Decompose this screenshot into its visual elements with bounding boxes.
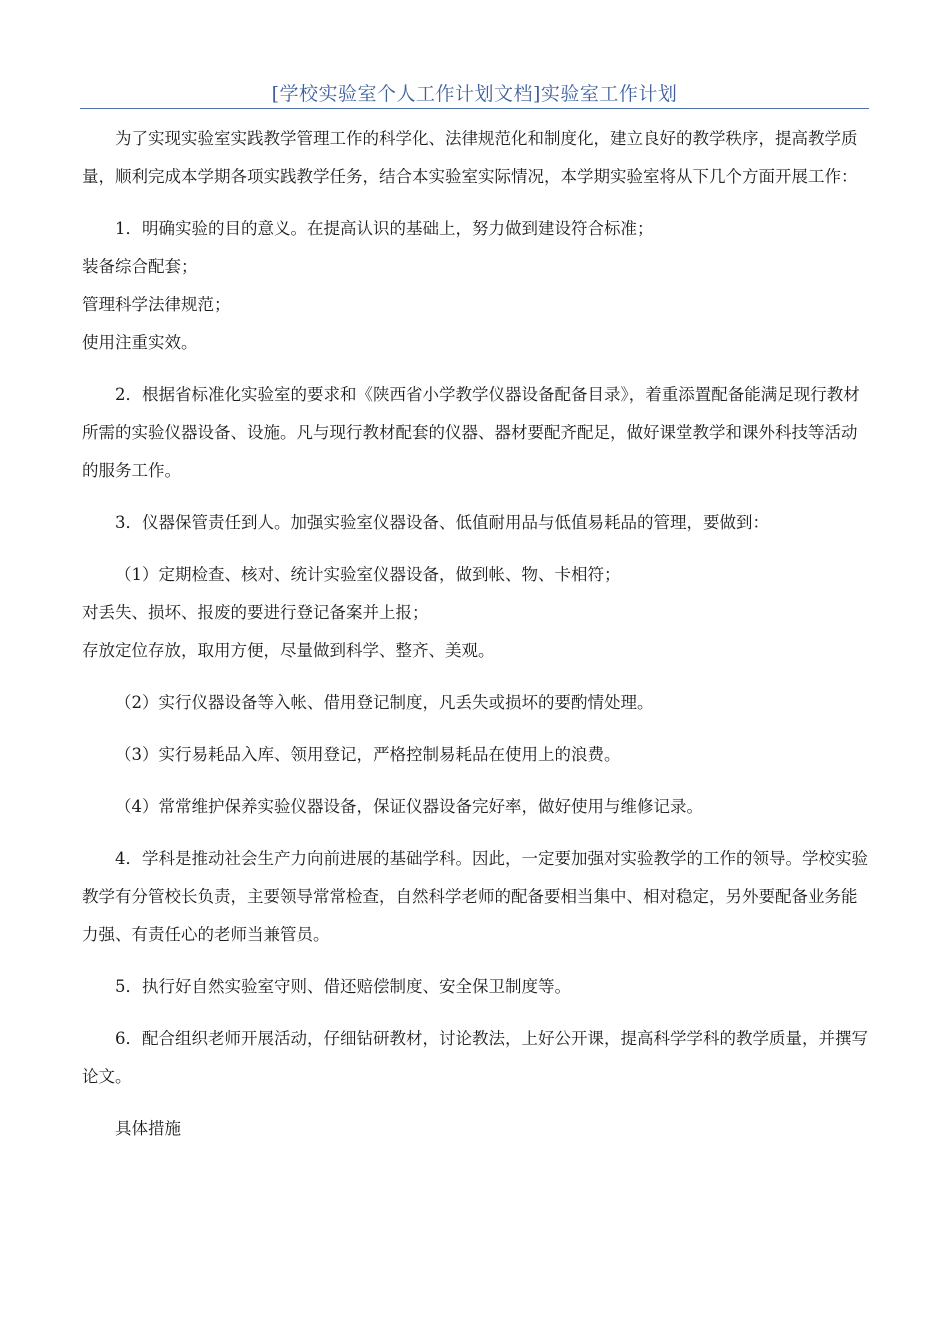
item-1-line-a: 装备综合配套； [82,257,198,276]
item-3-1-line-a: 对丢失、损坏、报废的要进行登记备案并上报； [82,603,429,622]
item-3-1-line-b: 存放定位存放，取用方便，尽量做到科学、整齐、美观。 [82,641,495,660]
measures-heading: 具体措施 [115,1119,181,1138]
item-3-3: （3）实行易耗品入库、领用登记，严格控制易耗品在使用上的浪费。 [115,745,621,764]
item-4: 4．学科是推动社会生产力向前进展的基础学科。因此，一定要加强对实验教学的工作的领导。学校实验教学有分管校长负责，主要领导常常检查，自然科学老师的配备要相当集中、相对稳定，另外要配备业务能力强、有责任心的老师当兼管员。 [82,849,868,944]
intro-paragraph: 为了实现实验室实践教学管理工作的科学化、法律规范化和制度化，建立良好的教学秩序，提高教学质量，顺利完成本学期各项实践教学任务，结合本实验室实际情况，本学期实验室将从下几个方面开展工作： [82,129,858,186]
document-body [82,120,868,1148]
item-1-line-c: 使用注重实效。 [82,333,198,352]
item-1-line-b: 管理科学法律规范； [82,295,231,314]
item-5: 5．执行好自然实验室守则、借还赔偿制度、安全保卫制度等。 [115,977,571,996]
item-3: 3．仪器保管责任到人。加强实验室仪器设备、低值耐用品与低值易耗品的管理，要做到： [115,513,769,532]
item-3-4: （4）常常维护保养实验仪器设备，保证仪器设备完好率，做好使用与维修记录。 [115,797,703,816]
item-6: 6．配合组织老师开展活动，仔细钻研教材，讨论教法，上好公开课，提高科学学科的教学质量，并撰写论文。 [82,1029,868,1086]
item-2: 2．根据省标准化实验室的要求和《陕西省小学教学仪器设备配备目录》，着重添置配备能满足现行教材所需的实验仪器设备、设施。凡与现行教材配套的仪器、器材要配齐配足，做好课堂教学和课外科技等活动的服务工作。 [82,385,860,480]
page-title: [学校实验室个人工作计划文档]实验室工作计划 [271,83,678,105]
page-header [80,80,869,109]
item-3-2: （2）实行仪器设备等入帐、借用登记制度，凡丢失或损坏的要酌情处理。 [115,693,654,712]
item-3-1: （1）定期检查、核对、统计实验室仪器设备，做到帐、物、卡相符； [115,565,621,584]
item-1: 1．明确实验的目的意义。在提高认识的基础上，努力做到建设符合标准； [115,219,654,238]
